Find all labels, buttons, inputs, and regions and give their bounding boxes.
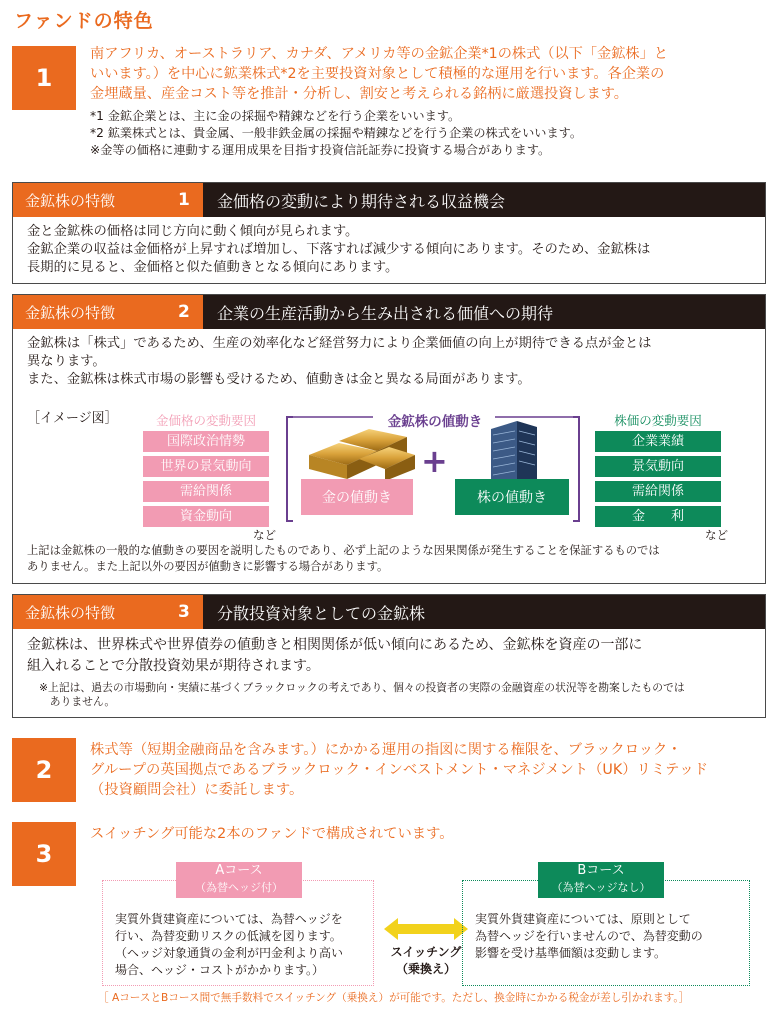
course-b-line: 実質外貨建資産については、原則として (475, 912, 691, 926)
stock-factor-item: 企業業績 (595, 431, 721, 452)
switching-sub: （乗換え） (395, 962, 456, 976)
feature-body (13, 629, 765, 683)
stock-move-box: 株の値動き (455, 479, 569, 515)
switching-label (378, 944, 474, 978)
course-a-name: Aコース (215, 863, 263, 878)
double-arrow-icon (384, 918, 468, 940)
switching-footnote: ［ AコースとBコース間で無手数料でスイッチング（乗換え）が可能です。ただし、換金時にかかる税金が差し引かれます。］ (98, 992, 690, 1004)
note-line: ※上記は、過去の市場動向・実績に基づくブラックロックの考えであり、個々の投資者の実際の金融資産の状況等を勘案したものでは (39, 681, 685, 694)
gold-factor-item: 資金動向 (143, 506, 269, 527)
note-line: ありません。 (39, 695, 116, 708)
plus-icon: + (421, 442, 448, 480)
feature3-notes (39, 681, 759, 709)
feature-header (13, 295, 765, 329)
body-line: また、金鉱株は株式市場の影響も受けるため、値動きは金と異なる局面があります。 (27, 372, 531, 387)
course-a-description (115, 911, 365, 979)
feature-header (13, 183, 765, 217)
section2-line: （投資顧問会社）に委託します。 (90, 782, 304, 798)
stock-factors-title: 株価の変動要因 (614, 413, 702, 428)
feature-label-text: 金鉱株の特徴 (25, 603, 116, 622)
feature-body (13, 329, 765, 395)
course-b-description (475, 911, 743, 962)
feature-heading: 分散投資対象としての金鉱株 (203, 595, 765, 629)
feature-label (13, 183, 203, 217)
gold-factor-item: 需給関係 (143, 481, 269, 502)
feature-label-text: 金鉱株の特徴 (25, 191, 116, 210)
note-line: *2 鉱業株式とは、貴金属、一般非鉄金属の採掘や精錬などを行う企業の株式をいいます。 (90, 126, 583, 140)
feature-box-2 (12, 294, 766, 584)
body-line: 金鉱株は「株式」であるため、生産の効率化など経営努力により企業価値の向上が期待できる点が金とは (27, 336, 652, 351)
section3-text: スイッチング可能な2本のファンドで構成されています。 (90, 826, 454, 842)
course-a-line: 実質外貨建資産については、為替ヘッジを (115, 912, 343, 926)
course-a-line: 行い、為替変動リスクの低減を図ります。 (115, 929, 342, 943)
feature-number: 3 (178, 602, 190, 622)
stock-factor-item: 需給関係 (595, 481, 721, 502)
feature-number: 2 (178, 302, 190, 322)
gold-factor-item: 世界の景気動向 (143, 456, 269, 477)
switching-text: スイッチング (390, 945, 462, 959)
gold-factor-item: 国際政治情勢 (143, 431, 269, 452)
course-b-line: 為替ヘッジを行いませんので、為替変動の (475, 929, 703, 943)
feature-heading: 金価格の変動により期待される収益機会 (203, 183, 765, 217)
gold-factors-title: 金価格の変動要因 (155, 413, 256, 428)
stock-factor-item: 金 利 (595, 506, 721, 527)
center-title: 金鉱株の値動き (387, 414, 483, 430)
feature-label-text: 金鉱株の特徴 (25, 303, 116, 322)
course-a-line: 場合、ヘッジ・コストがかかります。） (115, 963, 325, 977)
diagram-disclaimer (27, 543, 757, 575)
section1-line: いいます。）を中心に鉱業株式*2を主要投資対象として積極的な運用を行います。各企業の (90, 66, 665, 82)
body-line: 組入れることで分散投資効果が期待されます。 (27, 658, 320, 674)
course-b-name: Bコース (577, 863, 625, 878)
note-line: ※金等の価格に連動する運用成果を目指す投資信託証券に投資する場合があります。 (90, 143, 551, 157)
course-a-sub: （為替ヘッジ付） (195, 881, 283, 894)
section2-line: 株式等（短期金融商品を含みます。）にかかる運用の指図に関する権限を、ブラックロック・ (90, 742, 682, 758)
section-number-3: 3 (12, 822, 76, 886)
course-b-tag (538, 862, 664, 898)
course-b-sub: （為替ヘッジなし） (551, 881, 651, 894)
body-line: 長期的に見ると、金価格と似た値動きとなる傾向にあります。 (27, 260, 399, 275)
building-icon (483, 419, 543, 481)
section1-line: 南アフリカ、オーストラリア、カナダ、アメリカ等の金鉱企業*1の株式（以下「金鉱株」と (90, 46, 668, 62)
body-line: 金と金鉱株の価格は同じ方向に動く傾向が見られます。 (27, 224, 359, 239)
body-line: 異なります。 (27, 354, 106, 369)
course-a-line: （ヘッジ対象通貨の金利が円金利より高い (115, 946, 344, 960)
page-title: ファンドの特色 (14, 10, 154, 32)
section-number-1: 1 (12, 46, 76, 110)
feature-number: 1 (178, 190, 190, 210)
gold-etc: など (253, 528, 276, 542)
gold-bars-icon (299, 425, 419, 483)
disclaimer-line: 上記は金鉱株の一般的な値動きの要因を説明したものであり、必ず上記のような因果関係が発生することを保証するものでは (27, 544, 660, 557)
note-line: *1 金鉱企業とは、主に金の採掘や精錬などを行う企業をいいます。 (90, 109, 461, 123)
section1-text (90, 44, 770, 104)
image-label: ［イメージ図］ (27, 411, 118, 426)
section2-line: グループの英国拠点であるブラックロック・インベストメント・マネジメント（UK）リミテッド (90, 762, 709, 778)
feature-body (13, 217, 765, 283)
stock-factor-item: 景気動向 (595, 456, 721, 477)
section2-text (90, 740, 770, 800)
feature-label (13, 595, 203, 629)
feature-box-3 (12, 594, 766, 718)
body-line: 金鉱企業の収益は金価格が上昇すれば増加し、下落すれば減少する傾向にあります。そのため、金鉱株は (27, 242, 651, 257)
course-a-tag (176, 862, 302, 898)
section1-line: 金埋蔵量、産金コスト等を推計・分析し、割安と考えられる銘柄に厳選投資します。 (90, 86, 628, 102)
section-number-2: 2 (12, 738, 76, 802)
feature-header (13, 595, 765, 629)
feature-box-1 (12, 182, 766, 284)
stock-etc: など (705, 528, 728, 542)
section1-notes (90, 108, 770, 159)
feature-heading: 企業の生産活動から生み出される価値への期待 (203, 295, 765, 329)
course-b-line: 影響を受け基準価額は変動します。 (475, 946, 667, 960)
gold-move-box: 金の値動き (301, 479, 413, 515)
disclaimer-line: ありません。また上記以外の要因が値動きに影響する場合があります。 (27, 560, 389, 573)
body-line: 金鉱株は、世界株式や世界債券の値動きと相関関係が低い傾向にあるため、金鉱株を資産の一部に (27, 637, 643, 653)
feature-label (13, 295, 203, 329)
